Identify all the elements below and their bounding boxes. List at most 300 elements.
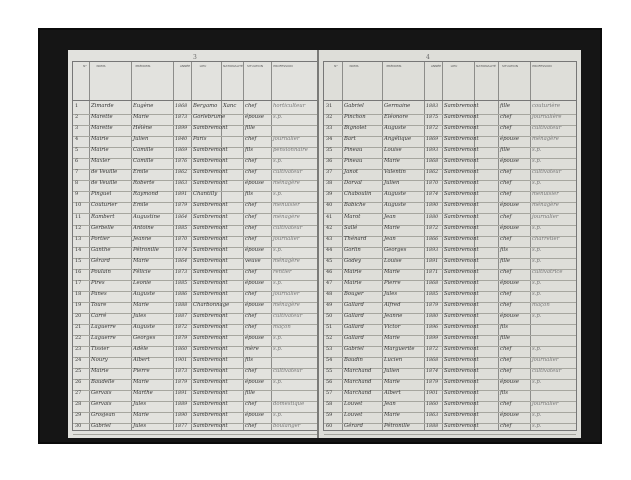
register-cell: Emile (133, 169, 149, 176)
register-cell: Louise (384, 257, 402, 264)
register-cell: Gallard (344, 301, 364, 308)
row-number: 42 (326, 224, 333, 231)
row-number: 17 (75, 279, 82, 286)
row-number: 8 (75, 180, 79, 187)
register-cell: 1873 (175, 115, 188, 121)
register-cell: fils (500, 390, 508, 397)
register-cell: Pires (91, 279, 105, 286)
register-cell: cultivateur (532, 368, 562, 375)
register-cell: Sambremont (444, 268, 479, 275)
row-number: 58 (326, 401, 333, 408)
register-cell: Sambremont (193, 379, 228, 386)
register-cell: Germaine (384, 103, 411, 109)
register-cell: Raymond (133, 191, 159, 198)
register-cell: Marchand (344, 368, 372, 375)
register-cell: chef (500, 423, 512, 430)
register-cell: Toure (91, 301, 107, 308)
register-cell: Pinguel (91, 191, 112, 198)
register-cell: fille (500, 335, 511, 342)
register-cell: Sambremont (444, 125, 479, 132)
register-cell: Gervais (91, 390, 112, 397)
register-cell: 1891 (426, 258, 439, 264)
register-cell: pensionnaire (273, 147, 308, 154)
register-cell: Pierre (384, 279, 401, 286)
register-cell: Mairie (91, 368, 109, 375)
register-cell: Bart (344, 136, 356, 143)
register-cell: épouse (245, 114, 264, 121)
header-label: SITUATION (502, 64, 518, 68)
register-cell: journalière (532, 114, 562, 121)
register-cell: 1869 (426, 137, 439, 143)
register-cell: journalier (273, 290, 300, 297)
row-number: 14 (75, 246, 82, 253)
register-cell: Louvet (344, 401, 363, 408)
row-number: 5 (75, 147, 79, 154)
register-cell: Mairie (91, 136, 109, 143)
row-number: 39 (326, 191, 333, 198)
register-table (72, 61, 321, 431)
register-cell: Gervais (91, 401, 112, 408)
row-number: 4 (75, 136, 79, 143)
register-cell: couturière (532, 103, 561, 109)
row-number: 21 (75, 324, 82, 330)
register-cell: fille (500, 103, 511, 109)
register-cell: 1888 (175, 302, 188, 308)
register-cell: Pineau (344, 147, 363, 154)
register-cell: Pétronille (133, 246, 159, 253)
register-cell: épouse (245, 246, 264, 253)
header-label: ANNÉE (430, 64, 442, 68)
register-cell: Mairie (344, 268, 362, 275)
row-number: 1 (75, 103, 79, 109)
header-label: PROFESSION (532, 64, 552, 68)
register-cell: 1870 (175, 236, 188, 242)
register-cell: 1899 (426, 336, 439, 342)
row-number: 23 (75, 346, 82, 353)
register-cell: Sambremont (444, 235, 479, 242)
row-number: 51 (326, 324, 333, 330)
register-cell: chef (500, 401, 512, 408)
register-cell: s.p. (532, 158, 542, 165)
register-cell: Zimarde (91, 103, 114, 109)
register-cell: Gorlin (344, 246, 361, 253)
row-number: 11 (75, 213, 82, 220)
register-cell: cultivateur (273, 224, 303, 231)
register-cell: 1880 (426, 214, 439, 220)
register-cell: Bouger (344, 290, 364, 297)
register-cell: Sambremont (444, 279, 479, 286)
register-cell: Jules (133, 312, 147, 319)
register-cell: 1860 (175, 347, 188, 353)
register-cell: rentier (273, 268, 292, 275)
register-cell: Sambremont (193, 224, 228, 231)
register-cell: Louvet (344, 412, 363, 419)
register-cell: 1860 (426, 402, 439, 408)
row-number: 35 (326, 147, 333, 154)
register-cell: Rambert (91, 213, 115, 220)
register-cell: Tissier (91, 346, 110, 353)
register-cell: chef (500, 125, 512, 132)
row-number: 7 (75, 169, 79, 176)
register-cell: épouse (245, 180, 264, 187)
register-cell: Pierre (133, 368, 150, 375)
register-cell: Adèle (133, 346, 149, 353)
register-cell: fille (245, 125, 256, 132)
register-cell: Sambremont (193, 213, 228, 220)
register-cell: journalier (532, 357, 559, 364)
register-cell: Sambremont (193, 312, 228, 319)
register-cell: chef (500, 114, 512, 121)
register-cell: Sambremont (193, 368, 228, 375)
register-cell: Marie (133, 379, 149, 386)
register-cell: s.p. (273, 246, 283, 253)
register-cell: Marette (91, 125, 113, 132)
register-cell: 1896 (426, 325, 439, 330)
register-cell: Sambremont (193, 357, 228, 364)
register-cell: 1874 (426, 192, 439, 198)
register-cell: ménagère (273, 213, 300, 220)
register-cell: 1879 (426, 380, 439, 386)
register-cell: Marie (384, 224, 400, 231)
register-cell: 1901 (175, 358, 188, 364)
register-cell: Sambremont (193, 202, 228, 209)
register-cell: Auguste (384, 202, 407, 209)
row-number: 25 (75, 368, 82, 375)
register-cell: Couturier (91, 202, 118, 209)
register-cell: Sambremont (193, 279, 228, 286)
register-cell: fils (500, 324, 508, 330)
register-cell: Eléonore (384, 114, 409, 121)
row-number: 16 (75, 268, 82, 275)
register-cell: Valentin (384, 169, 406, 176)
header-label: LIEU (450, 64, 458, 68)
register-cell: chef (245, 158, 257, 165)
register-cell: Hélène (133, 125, 153, 132)
row-number: 47 (326, 279, 333, 286)
register-cell: Sambremont (193, 324, 228, 330)
register-cell: Gallard (344, 335, 364, 342)
register-cell: Jeanne (384, 312, 403, 319)
register-cell: cultivatrice (532, 268, 563, 275)
row-number: 50 (326, 312, 333, 319)
row-number: 33 (326, 125, 333, 132)
register-cell: 1870 (426, 181, 439, 187)
register-cell: s.p. (532, 180, 542, 187)
register-cell: Bergamo (193, 103, 218, 109)
register-cell: Sambremont (444, 412, 479, 419)
register-cell: de Veuille (91, 169, 118, 176)
row-number: 38 (326, 180, 333, 187)
row-number: 19 (75, 301, 82, 308)
register-cell: Gabriel (344, 346, 364, 353)
register-cell: chef (500, 235, 512, 242)
register-cell: épouse (500, 136, 519, 143)
row-number: 22 (75, 335, 82, 342)
register-cell: 1886 (175, 291, 188, 297)
register-cell: Sambremont (444, 224, 479, 231)
register-cell: chef (245, 235, 257, 242)
register-cell: 1879 (175, 203, 188, 209)
register-cell: chef (245, 401, 257, 408)
register-cell: Chantilly (193, 191, 218, 198)
header-label: N° (334, 64, 338, 68)
register-cell: mère (245, 346, 259, 353)
register-cell: Sambremont (193, 335, 228, 342)
register-cell: Camille (133, 147, 154, 154)
register-cell: Julien (133, 136, 149, 143)
row-number: 31 (326, 103, 333, 109)
register-cell: 1883 (426, 104, 439, 109)
register-cell: Marie (133, 257, 149, 264)
register-cell: s.p. (273, 114, 283, 121)
register-cell: Leonie (133, 279, 152, 286)
register-cell: Sambremont (444, 103, 479, 109)
register-cell: Roberte (133, 180, 155, 187)
row-number: 10 (75, 202, 82, 209)
register-cell: chef (245, 103, 257, 109)
register-cell: épouse (245, 279, 264, 286)
register-cell: Sambremont (193, 235, 228, 242)
register-cell: chef (500, 180, 512, 187)
register-cell: s.p. (273, 346, 283, 353)
register-cell: s.p. (273, 335, 283, 342)
row-number: 59 (326, 412, 333, 419)
register-cell: s.p. (273, 158, 283, 165)
register-cell: 1893 (426, 148, 439, 154)
register-cell: journalier (273, 136, 300, 143)
register-cell: épouse (245, 379, 264, 386)
register-cell: cultivateur (532, 169, 562, 176)
register-cell: Eugène (133, 103, 154, 109)
register-cell: Auguste (133, 324, 156, 330)
register-cell: Sambremont (193, 147, 228, 154)
register-cell: Sambremont (444, 147, 479, 154)
header-row (73, 62, 320, 101)
register-cell: Gorlebrume (193, 114, 226, 121)
register-cell: s.p. (532, 147, 542, 154)
row-number: 45 (326, 257, 333, 264)
register-cell: s.p. (532, 224, 542, 231)
row-number: 15 (75, 257, 82, 264)
register-cell: Georges (384, 246, 407, 253)
register-cell: Sambremont (193, 423, 228, 430)
register-cell: Sambremont (444, 114, 479, 121)
row-number: 13 (75, 235, 82, 242)
row-number: 9 (75, 191, 79, 198)
register-cell: journalier (532, 213, 559, 220)
register-cell: 1887 (175, 313, 188, 319)
register-cell: Sambremont (444, 213, 479, 220)
register-cell: journalier (532, 401, 559, 408)
header-label: N° (83, 64, 87, 68)
register-cell: Marie (133, 114, 149, 121)
register-cell: 1890 (175, 413, 188, 419)
register-cell: s.p. (532, 246, 542, 253)
register-cell: 1885 (426, 291, 439, 297)
header-label: NOMS (96, 64, 106, 68)
register-cell: Pineau (344, 158, 363, 165)
register-cell: Sambremont (193, 346, 228, 353)
register-cell: s.p. (532, 346, 542, 353)
register-cell: s.p. (273, 412, 283, 419)
register-cell: 1872 (175, 325, 188, 330)
register-cell: Julien (384, 180, 400, 187)
register-cell: Sallé (344, 224, 358, 231)
page-number: 4 (426, 54, 430, 61)
header-label: PRÉNOMS (135, 64, 151, 68)
register-cell: maçon (532, 301, 550, 308)
register-cell: s.p. (273, 379, 283, 386)
register-cell: Sambremont (444, 368, 479, 375)
page-number: 3 (193, 54, 197, 61)
register-cell: Sambremont (193, 268, 228, 275)
right-page (317, 50, 581, 438)
register-cell: 1864 (175, 214, 188, 220)
register-cell: Baudelle (91, 379, 115, 386)
row-number: 2 (75, 114, 79, 121)
register-cell: Auguste (384, 191, 407, 198)
register-cell: Pétronille (384, 423, 410, 430)
register-cell: Sambremont (193, 412, 228, 419)
register-cell: 1890 (426, 203, 439, 209)
row-number: 48 (326, 290, 333, 297)
row-number: 46 (326, 268, 333, 275)
register-cell: 1868 (426, 358, 439, 364)
register-cell: Jules (133, 423, 147, 430)
register-cell: Victor (384, 324, 401, 330)
register-cell: Xanc (223, 103, 237, 109)
register-cell: épouse (500, 279, 519, 286)
row-number: 29 (75, 412, 82, 419)
register-cell: fils (245, 191, 253, 198)
row-number: 34 (326, 136, 333, 143)
register-cell: 1840 (175, 137, 188, 143)
register-cell: Angélique (384, 136, 412, 143)
register-cell: fille (245, 390, 256, 397)
register-cell: Sambremont (444, 158, 479, 165)
register-cell: Sambremont (444, 346, 479, 353)
register-cell: Sambremont (444, 390, 479, 397)
register-cell: Sambremont (444, 136, 479, 143)
register-cell: Marie (384, 379, 400, 386)
register-cell: Baudin (344, 357, 363, 364)
register-cell: épouse (500, 224, 519, 231)
register-cell: s.p. (532, 379, 542, 386)
row-number: 40 (326, 202, 333, 209)
register-cell: cultivateur (273, 169, 303, 176)
register-cell: Sambremont (193, 246, 228, 253)
register-cell: Sambremont (444, 191, 479, 198)
register-cell: 1874 (175, 247, 188, 253)
register-cell: Carré (91, 312, 107, 319)
register-cell: de Veuille (91, 180, 118, 187)
row-number: 32 (326, 114, 333, 121)
register-cell: 1864 (175, 258, 188, 264)
register-cell: s.p. (532, 279, 542, 286)
register-cell: chef (500, 213, 512, 220)
register-cell: Sambremont (444, 324, 479, 330)
header-label: LIEU (199, 64, 207, 68)
register-cell: 1872 (426, 347, 439, 353)
register-row (73, 421, 320, 435)
register-cell: épouse (500, 158, 519, 165)
register-cell: Babiche (344, 202, 366, 209)
scan-frame (40, 30, 600, 442)
row-number: 27 (75, 390, 82, 397)
register-cell: Marie (133, 412, 149, 419)
register-cell: charretier (532, 235, 560, 242)
register-cell: 1868 (175, 104, 188, 109)
register-cell: Sambremont (193, 180, 228, 187)
register-cell: 1893 (426, 247, 439, 253)
register-cell: Gallard (344, 312, 364, 319)
row-number: 53 (326, 346, 333, 353)
register-row (324, 421, 576, 435)
register-cell: 1872 (426, 225, 439, 231)
register-cell: chef (500, 368, 512, 375)
register-cell: ménagère (273, 257, 300, 264)
register-cell: Sambremont (444, 180, 479, 187)
header-label: NATIONALITÉ (476, 64, 496, 68)
register-cell: ménagère (273, 180, 300, 187)
register-cell: chef (245, 169, 257, 176)
register-cell: Augustine (133, 213, 161, 220)
row-number: 36 (326, 158, 333, 165)
row-number: 56 (326, 379, 333, 386)
row-number: 44 (326, 246, 333, 253)
register-cell: Ganthe (91, 246, 111, 253)
register-cell: épouse (500, 202, 519, 209)
register-cell: Antoine (133, 224, 154, 231)
register-cell: Jules (133, 401, 147, 408)
row-number: 20 (75, 312, 82, 319)
register-cell: journalier (273, 235, 300, 242)
register-cell: épouse (500, 312, 519, 319)
register-cell: Bignolet (344, 125, 367, 132)
register-cell: Marie (384, 335, 400, 342)
register-cell: Pinchon (344, 114, 366, 121)
header-label: SITUATION (247, 64, 263, 68)
row-number: 30 (75, 423, 82, 430)
header-label: NOMS (349, 64, 359, 68)
register-cell: Georges (133, 335, 156, 342)
register-cell: 1868 (426, 280, 439, 286)
register-cell: domestique (273, 401, 305, 408)
register-cell: Sambremont (444, 401, 479, 408)
register-cell: Sambremont (444, 301, 479, 308)
register-cell: 1863 (426, 413, 439, 419)
register-cell: Sambremont (444, 202, 479, 209)
register-cell: 1873 (175, 269, 188, 275)
register-cell: Emile (133, 202, 149, 209)
register-cell: Sambremont (444, 246, 479, 253)
register-cell: Sambremont (193, 158, 228, 165)
register-cell: Sambremont (193, 290, 228, 297)
register-cell: Chaboulin (344, 191, 372, 198)
register-cell: Sambremont (193, 257, 228, 264)
row-number: 24 (75, 357, 82, 364)
register-cell: Sambremont (444, 290, 479, 297)
register-cell: ménagère (273, 301, 300, 308)
row-number: 26 (75, 379, 82, 386)
register-cell: Sambremont (444, 357, 479, 364)
register-cell: menuisier (273, 202, 300, 209)
register-cell: épouse (500, 379, 519, 386)
header-label: ANNÉE (179, 64, 191, 68)
row-number: 3 (75, 125, 79, 132)
register-cell: 1885 (175, 280, 188, 286)
left-page (68, 50, 325, 438)
